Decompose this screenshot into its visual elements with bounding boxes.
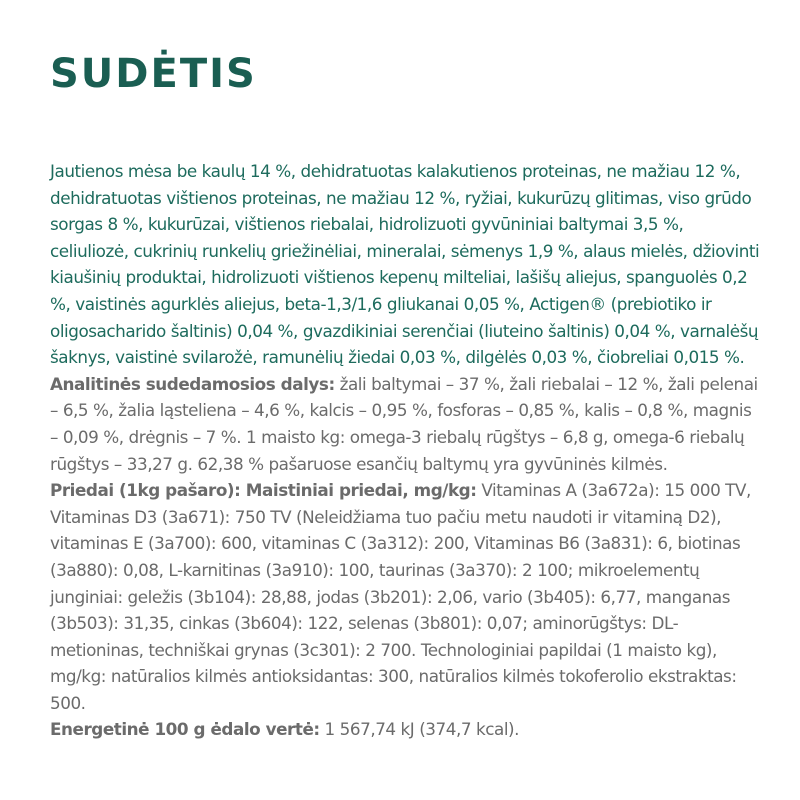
- analytical-constituents-paragraph: [50, 371, 762, 477]
- analytical-constituents-label: Analitinės sudedamosios dalys:: [50, 373, 335, 394]
- energy-value-paragraph: [50, 716, 762, 743]
- composition-panel: [50, 44, 762, 743]
- additives-label: Priedai (1kg pašaro): Maistiniai priedai, mg/kg:: [50, 480, 477, 501]
- page-title: SUDĖTIS: [50, 51, 257, 97]
- analytical-constituents-text: žali baltymai – 37 %, žali riebalai – 12 %, žali pelenai – 6,5 %, žalia ląsteliena – 4,6 %, kalcis – 0,95 %, fosforas – 0,85 %, kalis – 0,8 %, magnis – 0,09 %, drėgnis – 7 %. 1 maisto kg: omega-3 riebalų rūgštys – 6,8 g, omega-6 riebalų rūgštys – 33,27 g. 62,38 % pašaruose esančių baltymų yra gyvūninės kilmės.: [50, 373, 758, 474]
- energy-value-label: Energetinė 100 g ėdalo vertė:: [50, 719, 320, 740]
- composition-body: [50, 158, 762, 743]
- additives-text: Vitaminas A (3a672a): 15 000 TV, Vitaminas D3 (3a671): 750 TV (Neleidžiama tuo pačiu metu naudoti ir vitaminą D2), vitaminas E (3a700): 600, vitaminas C (3a312): 200, Vitaminas B6 (3a831): 6, biotinas (3a880): 0,08, L-karnitinas (3a910): 100, taurinas (3a370): 2 100; mikroelementų junginiai: geležis (3b104): 28,88, jodas (3b201): 2,06, vario (3b405): 6,77, manganas (3b503): 31,35, cinkas (3b604): 122, selenas (3b801): 0,07; aminorūgštys: DL-metioninas, techniškai grynas (3c301): 2 700. Technologiniai papildai (1 maisto kg), mg/kg: natūralios kilmės antioksidantas: 300, natūralios kilmės tokoferolio ekstraktas: 500.: [50, 480, 751, 713]
- energy-value-text: 1 567,74 kJ (374,7 kcal).: [319, 719, 520, 740]
- additives-paragraph: [50, 477, 762, 716]
- ingredients-paragraph: Jautienos mėsa be kaulų 14 %, dehidratuotas kalakutienos proteinas, ne mažiau 12 %, dehidratuotas vištienos proteinas, ne mažiau 12 %, ryžiai, kukurūzų glitimas, viso grūdo sorgas 8 %, kukurūzai, vištienos riebalai, hidrolizuoti gyvūniniai baltymai 3,5 %, celiuliozė, cukrinių runkelių griežinėliai, mineralai, sėmenys 1,9 %, alaus mielės, džiovinti kiaušinių produktai, hidrolizuoti vištienos kepenų milteliai, lašišų aliejus, spanguolės 0,2 %, vaistinės agurklės aliejus, beta-1,3/1,6 gliukanai 0,05 %, Actigen® (prebiotiko ir oligosacharido šaltinis) 0,04 %, gvazdikiniai serenčiai (liuteino šaltinis) 0,04 %, varnalėšų šaknys, vaistinė svilarožė, ramunėlių žiedai 0,03 %, dilgėlės 0,03 %, čiobreliai 0,015 %.: [50, 161, 760, 368]
